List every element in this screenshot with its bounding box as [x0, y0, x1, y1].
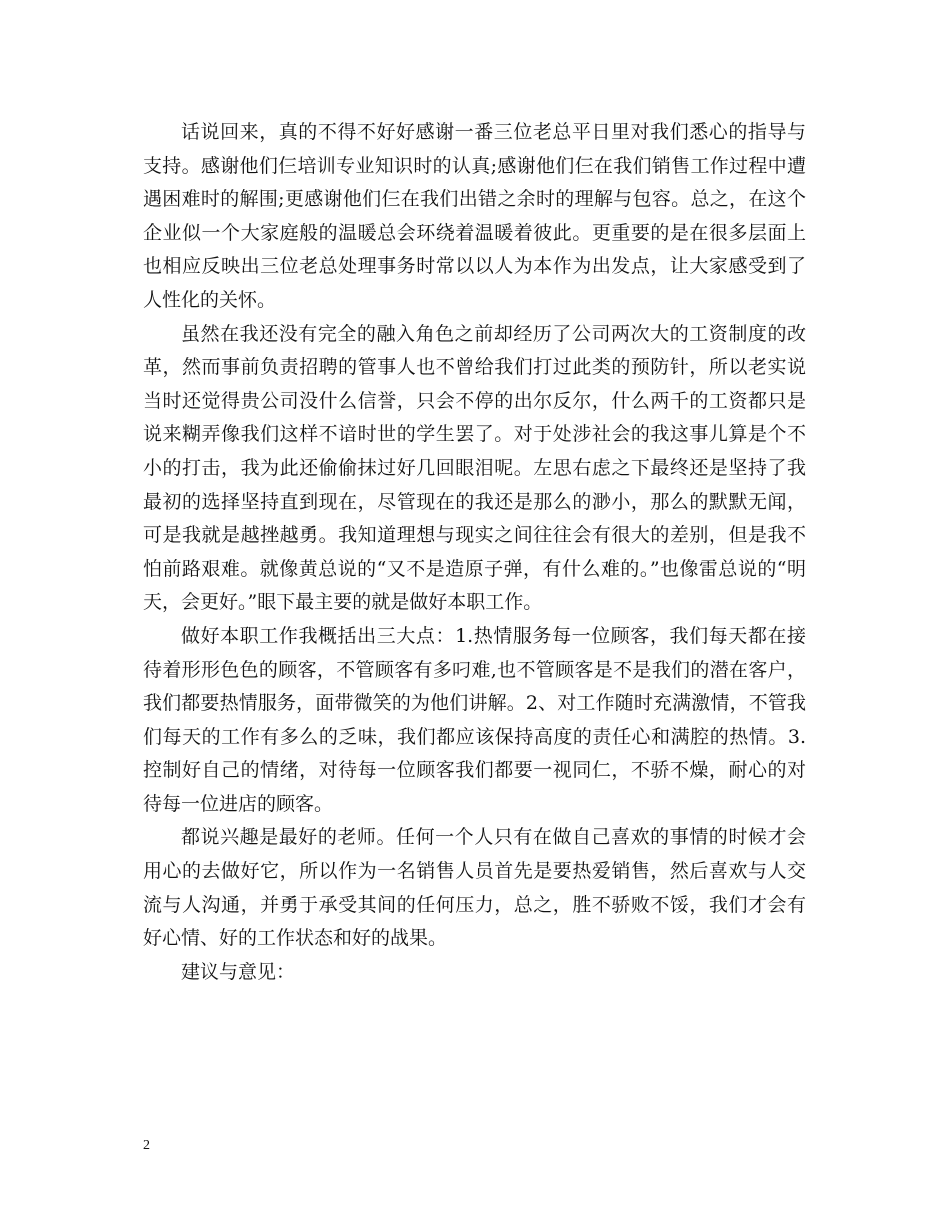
- page-number: 2: [143, 1138, 150, 1153]
- paragraph-job-duties: 做好本职工作我概括出三大点：1.热情服务每一位顾客，我们每天都在接待着形形色色的顾客，不管顾客有多叼难,也不管顾客是不是我们的潜在客户，我们都要热情服务，面带微笑的为他们讲解。2、对工作随时充满激情，不管我们每天的工作有多么的乏味，我们都应该保持高度的责任心和满腔的热情。3.控制好自己的情绪，对待每一位顾客我们都要一视同仁，不骄不燥，耐心的对待每一位进店的顾客。: [143, 624, 806, 815]
- paragraph-salary-reform: 虽然在我还没有完全的融入角色之前却经历了公司两次大的工资制度的改革，然而事前负责招聘的管事人也不曾给我们打过此类的预防针，所以老实说当时还觉得贵公司没什么信誉，只会不停的出尔反尔，什么两千的工资都只是说来糊弄像我们这样不谙时世的学生罢了。对于处涉社会的我这事儿算是个不小的打击，我为此还偷偷抹过好几回眼泪呢。左思右虑之下最终还是坚持了我最初的选择坚持直到现在，尽管现在的我还是那么的渺小，那么的默默无闻，可是我就是越挫越勇。我知道理想与现实之间往往会有很大的差别，但是我不怕前路艰难。就像黄总说的“又不是造原子弹，有什么难的。”也像雷总说的“明天，会更好。”眼下最主要的就是做好本职工作。: [143, 322, 806, 614]
- paragraph-thanks: 话说回来，真的不得不好好感谢一番三位老总平日里对我们悉心的指导与支持。感谢他们仨培训专业知识时的认真;感谢他们仨在我们销售工作过程中遭遇困难时的解围;更感谢他们仨在我们出错之余时的理解与包容。总之，在这个企业似一个大家庭般的温暖总会环绕着温暖着彼此。更重要的是在很多层面上也相应反映出三位老总处理事务时常以以人为本作为出发点，让大家感受到了人性化的关怀。: [143, 121, 806, 311]
- paragraph-suggestions-heading: 建议与意见：: [181, 960, 296, 983]
- document-body: [143, 116, 806, 989]
- paragraph-interest: 都说兴趣是最好的老师。任何一个人只有在做自己喜欢的事情的时候才会用心的去做好它，所以作为一名销售人员首先是要热爱销售，然后喜欢与人交流与人沟通，并勇于承受其间的任何压力，总之，胜不骄败不馁，我们才会有好心情、好的工作状态和好的战果。: [143, 826, 806, 950]
